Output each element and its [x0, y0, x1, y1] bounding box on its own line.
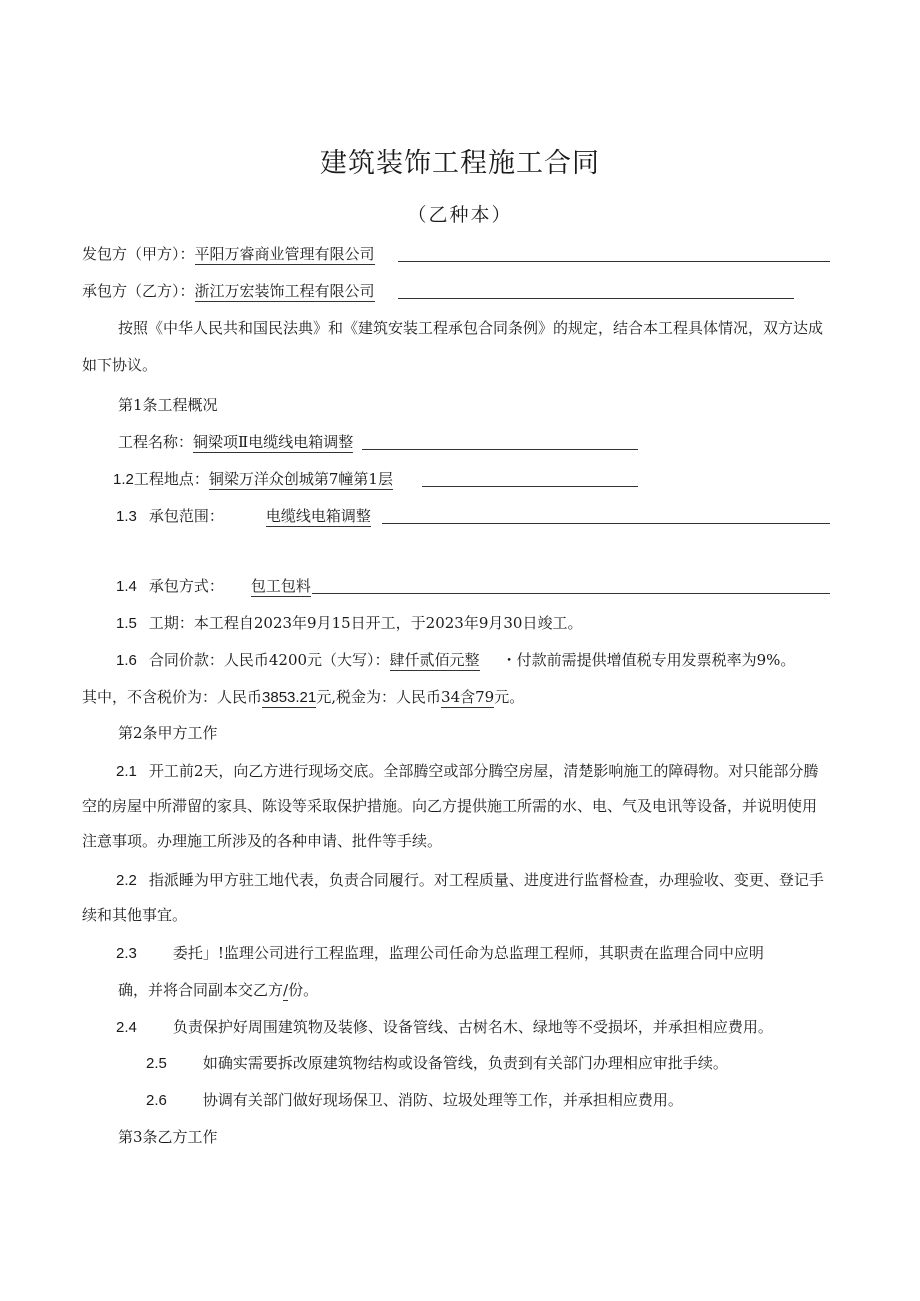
clause-2-1-number: 2.1: [116, 763, 137, 780]
clause-2-1-line-1: [116, 761, 818, 782]
party-b-value: 浙江万宏装饰工程有限公司: [194, 282, 375, 300]
party-a-line: [82, 244, 375, 264]
article-3-heading: 第3条乙方工作: [118, 1128, 218, 1146]
contract-price-line: [116, 650, 795, 671]
project-name-blank-line: [362, 449, 638, 450]
clause-2-3-copies: /: [283, 981, 289, 999]
intro-line-2: 如下协议。: [82, 356, 158, 374]
clause-2-6-text: 协调有关部门做好现场保卫、消防、垃圾处理等工作，并承担相应费用。: [202, 1091, 683, 1109]
clause-2-2-line-1: [116, 870, 824, 891]
method-blank-line: [312, 593, 830, 594]
clause-2-6-number: 2.6: [146, 1092, 167, 1109]
tax-breakdown-line: [82, 687, 524, 708]
scope-label: 承包范围：: [148, 507, 224, 525]
clause-2-4-number: 2.4: [116, 1019, 137, 1036]
article-1-heading: 第1条工程概况: [118, 396, 218, 414]
clause-2-5-line: [146, 1053, 728, 1074]
tax-suffix: 元。: [494, 688, 525, 706]
scope-number: 1.3: [116, 508, 137, 525]
party-b-label: 承包方（乙方）：: [82, 282, 195, 300]
tax-prefix: 其中，不含税价为：人民币: [82, 688, 263, 706]
contract-subtitle: （乙种本）: [407, 204, 513, 226]
clause-2-3-number: 2.3: [116, 945, 137, 962]
construction-period-line: [116, 613, 582, 634]
party-b-line: [82, 281, 375, 301]
contract-title: 建筑装饰工程施工合同: [320, 148, 600, 179]
intro-line-1: 按照《中华人民共和国民法典》和《建筑安装工程承包合同条例》的规定，结合本工程具体情况，双方达成: [118, 319, 824, 337]
scope-line: [116, 506, 371, 527]
clause-2-3-line-1: [116, 943, 764, 964]
method-value: 包工包料: [250, 577, 311, 595]
clause-2-1-line-3: 注意事项。办理施工所涉及的各种申请、批件等手续。: [82, 832, 443, 850]
clause-2-2-line-2: 续和其他事宜。: [82, 906, 188, 924]
scope-blank-line: [382, 523, 830, 524]
party-a-label: 发包方（甲方）：: [82, 245, 195, 263]
clause-2-2-number: 2.2: [116, 872, 137, 889]
clause-2-1-text-1: 开工前2天，向乙方进行现场交底。全部腾空或部分腾空房屋，清楚影响施工的障碍物。对只能部分腾: [148, 762, 819, 780]
party-a-blank-line: [398, 261, 830, 262]
clause-2-6-line: [146, 1090, 683, 1111]
contract-method-line: [116, 576, 311, 597]
project-location-blank-line: [422, 486, 638, 487]
tax-amount: 34含79: [441, 688, 495, 706]
clause-2-4-text: 负责保护好周围建筑物及装修、设备管线、古树名木、绿地等不受损坏，并承担相应费用。: [172, 1018, 773, 1036]
clause-2-3-text-1: 委托」!监理公司进行工程监理，监理公司任命为总监理工程师，其职责在监理合同中应明: [172, 944, 764, 962]
clause-2-5-number: 2.5: [146, 1055, 167, 1072]
project-name-line: [118, 432, 353, 452]
tax-middle: 元,税金为：人民币: [316, 688, 442, 706]
price-label: 合同价款：人民币4200元（大写）：: [148, 651, 390, 669]
project-location-value: 铜梁万洋众创城第7幢第1层: [208, 470, 393, 488]
clause-2-3-line-2: [118, 980, 318, 1000]
period-text: 工期：本工程自2023年9月15日开工，于2023年9月30日竣工。: [148, 614, 583, 632]
clause-2-3-text-2a: 确，并将合同副本交乙方: [118, 981, 284, 999]
price-uppercase-value: 肆仟贰佰元整: [389, 651, 480, 669]
project-location-label: 1.2工程地点：: [113, 471, 209, 488]
party-b-blank-line: [398, 298, 794, 299]
scope-value: 电缆线电箱调整: [265, 507, 371, 525]
project-location-line: [113, 469, 393, 490]
party-a-value: 平阳万睿商业管理有限公司: [194, 245, 375, 263]
price-invoice-note: ・付款前需提供增值税专用发票税率为9%。: [501, 651, 796, 669]
method-label: 承包方式：: [148, 577, 224, 595]
clause-2-2-text-1: 指派睡为甲方驻工地代表，负责合同履行。对工程质量、进度进行监督检查，办理验收、变更、登记手: [148, 871, 824, 889]
period-number: 1.5: [116, 615, 137, 632]
clause-2-1-line-2: 空的房屋中所滞留的家具、陈设等采取保护措施。向乙方提供施工所需的水、电、气及电讯等设备，并说明使用: [82, 797, 818, 815]
tax-exclusive-amount: 3853.21: [262, 689, 317, 706]
project-name-value: 铜梁项Ⅱ电缆线电箱调整: [193, 433, 354, 451]
method-number: 1.4: [116, 578, 137, 595]
project-name-label: 工程名称：: [118, 433, 194, 451]
article-2-heading: 第2条甲方工作: [118, 724, 218, 742]
clause-2-5-text: 如确实需要拆改原建筑物结构或设备管线，负责到有关部门办理相应审批手续。: [202, 1054, 728, 1072]
clause-2-4-line: [116, 1017, 773, 1038]
price-number: 1.6: [116, 652, 137, 669]
clause-2-3-text-2c: 份。: [288, 981, 319, 999]
